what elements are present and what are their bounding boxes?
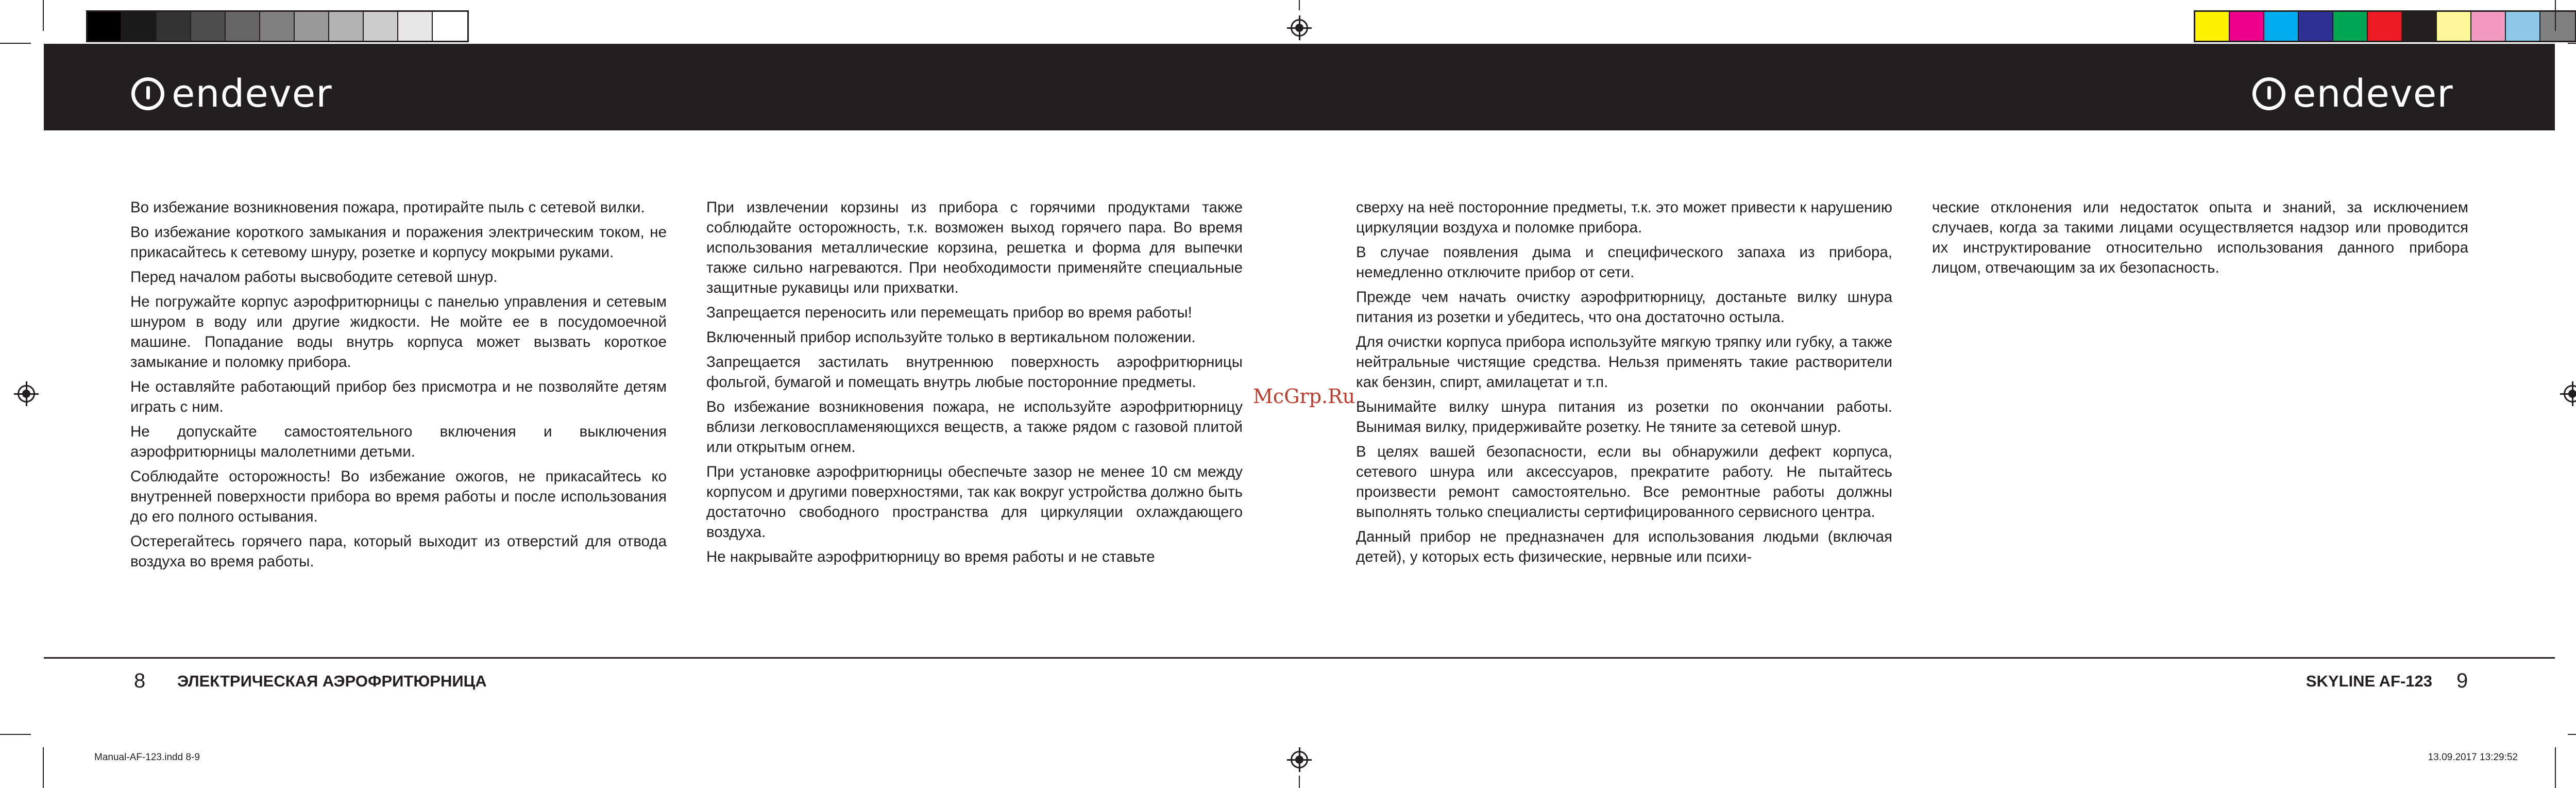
left-page-column-2 — [706, 197, 1243, 572]
gray-swatch — [433, 12, 467, 41]
gray-swatch — [88, 12, 122, 41]
watermark: McGrp.Ru — [1253, 385, 1355, 408]
paragraph: Не оставляйте работающий прибор без присмотра и не позволяйте детям играть с ним. — [130, 378, 667, 415]
crop-mark — [2568, 43, 2576, 44]
paragraph: Во избежание возникновения пожара, не используйте аэрофритюрницу вблизи легковоспламеняющихся веществ, а также рядом с газовой плитой или открытым огнем. — [706, 398, 1243, 456]
gray-swatch — [191, 12, 226, 41]
crop-mark — [2555, 0, 2556, 31]
color-swatch — [2437, 12, 2471, 41]
color-swatch — [2230, 12, 2264, 41]
crop-mark — [43, 747, 44, 788]
crop-mark — [1299, 776, 1300, 788]
crop-mark — [43, 0, 44, 31]
color-swatch — [2264, 12, 2299, 41]
brand-logo-right — [2252, 72, 2453, 116]
paragraph: ческие отклонения или недостаток опыта и знаний, за исключением случаев, когда за такими лицами осуществляется надзор или проводится их инструктирование относительно использования данного прибора лицом, отвечающим за их безопасность. — [1932, 199, 2468, 276]
registration-mark-icon — [1291, 751, 1308, 768]
color-swatch — [2471, 12, 2506, 41]
power-icon — [2252, 77, 2285, 110]
paragraph: Запрещается застилать внутреннюю поверхность аэрофритюрницы фольгой, бумагой и помещать внутрь любые посторонние предметы. — [706, 354, 1243, 391]
crop-mark — [2568, 734, 2576, 735]
power-icon — [131, 77, 164, 110]
footer-title-right: SKYLINE AF-123 — [2306, 672, 2432, 690]
paragraph: Остерегайтесь горячего пара, который выходит из отверстий для отвода воздуха во время работы. — [130, 533, 667, 570]
paragraph: Не погружайте корпус аэрофритюрницы с панелью управления и сетевым шнуром в воду или другие жидкости. Не мойте ее в посудомоечной машине. Попадание воды внутрь корпуса может вызвать короткое замыкание и поломку прибора. — [130, 293, 667, 371]
gray-swatch — [398, 12, 433, 41]
footer-title-left: ЭЛЕКТРИЧЕСКАЯ АЭРОФРИТЮРНИЦА — [177, 672, 487, 690]
right-page-column-2 — [1932, 197, 2468, 282]
paragraph: Не накрывайте аэрофритюрницу во время работы и не ставьте — [706, 548, 1155, 565]
paragraph: Прежде чем начать очистку аэрофритюрницу, достаньте вилку шнура питания из розетки и убедитесь, что она достаточно остыла. — [1356, 289, 1892, 326]
color-swatch — [2368, 12, 2402, 41]
paragraph: Данный прибор не предназначен для использования людьми (включая детей), у которых есть физические, нервные или психи- — [1356, 528, 1892, 565]
registration-mark-icon — [1291, 19, 1308, 37]
page-number-right: 9 — [2456, 669, 2468, 692]
paragraph: сверху на неё посторонние предметы, т.к. это может привести к нарушению циркуляции воздуха и поломке прибора. — [1356, 199, 1892, 236]
logo-wordmark: endever — [2293, 72, 2453, 116]
left-page-column-1 — [130, 197, 667, 576]
registration-mark-icon — [18, 385, 35, 403]
paragraph: Соблюдайте осторожность! Во избежание ожогов, не прикасайтесь ко внутренней поверхности прибора во время работы и после использования до его полного остывания. — [130, 468, 667, 525]
header-band — [44, 44, 2555, 130]
paragraph: Во избежание возникновения пожара, протирайте пыль с сетевой вилки. — [130, 199, 645, 216]
paragraph: При установке аэрофритюрницы обеспечьте зазор не менее 10 см между корпусом и другими поверхностями, так как вокруг устройства должно быть достаточно свободного пространства для циркуляции охлаждающего воздуха. — [706, 463, 1243, 541]
paragraph: Включенный прибор используйте только в вертикальном положении. — [706, 329, 1196, 346]
crop-mark — [2555, 747, 2556, 788]
gray-swatch — [226, 12, 260, 41]
logo-wordmark: endever — [172, 72, 332, 116]
paragraph: Не допускайте самостоятельного включения и выключения аэрофритюрницы малолетними детьми. — [130, 423, 667, 460]
color-calibration-bar — [2194, 10, 2576, 42]
footer-rule — [44, 657, 2555, 659]
color-swatch — [2506, 12, 2540, 41]
paragraph: Для очистки корпуса прибора используйте мягкую тряпку или губку, а также нейтральные чистящие средства. Нельзя применять такие растворители как бензин, спирт, амилацетат и т.п. — [1356, 333, 1892, 391]
color-swatch — [2299, 12, 2333, 41]
paragraph: Запрещается переносить или перемещать прибор во время работы! — [706, 304, 1192, 321]
crop-mark — [1299, 0, 1300, 10]
paragraph: Во избежание короткого замыкания и поражения электрическим током, не прикасайтесь к сетевому шнуру, розетке и корпусу мокрыми руками. — [130, 224, 667, 261]
color-swatch — [2333, 12, 2368, 41]
paragraph: При извлечении корзины из прибора с горячими продуктами также соблюдайте осторожность, т.к. возможен выход горячего пара. Во время использования металлические корзина, решетка и форма для выпечки также сильно нагреваются. При необходимости применяйте специальные защитные рукавицы или прихватки. — [706, 199, 1243, 296]
registration-mark-icon — [2564, 385, 2576, 403]
right-page-column-1 — [1356, 197, 1892, 572]
color-swatch — [2195, 12, 2230, 41]
paragraph: Перед началом работы высвободите сетевой шнур. — [130, 269, 498, 286]
paragraph: Вынимайте вилку шнура питания из розетки по окончании работы. Вынимая вилку, придерживайте розетку. Не тяните за сетевой шнур. — [1356, 398, 1892, 435]
gray-swatch — [157, 12, 191, 41]
color-swatch — [2402, 12, 2437, 41]
paragraph: В случае появления дыма и специфического запаха из прибора, немедленно отключите прибор от сети. — [1356, 244, 1892, 281]
slug-timestamp: 13.09.2017 13:29:52 — [2428, 752, 2518, 763]
color-swatch — [2540, 12, 2575, 41]
gray-swatch — [122, 12, 157, 41]
paragraph: В целях вашей безопасности, если вы обнаружили дефект корпуса, сетевого шнура или аксессуаров, прекратите работу. Не пытайтесь произвести ремонт самостоятельно. Все ремонтные работы должны выполнять только специалисты сертифицированного сервисного центра. — [1356, 443, 1892, 521]
gray-swatch — [295, 12, 329, 41]
slug-filename: Manual-AF-123.indd 8-9 — [94, 752, 200, 763]
gray-swatch — [329, 12, 364, 41]
crop-mark — [0, 734, 31, 735]
crop-mark — [0, 43, 31, 44]
gray-swatch — [260, 12, 295, 41]
brand-logo-left — [131, 72, 332, 116]
gray-swatch — [364, 12, 398, 41]
page-number-left: 8 — [134, 669, 146, 692]
grayscale-calibration-bar — [86, 10, 469, 42]
